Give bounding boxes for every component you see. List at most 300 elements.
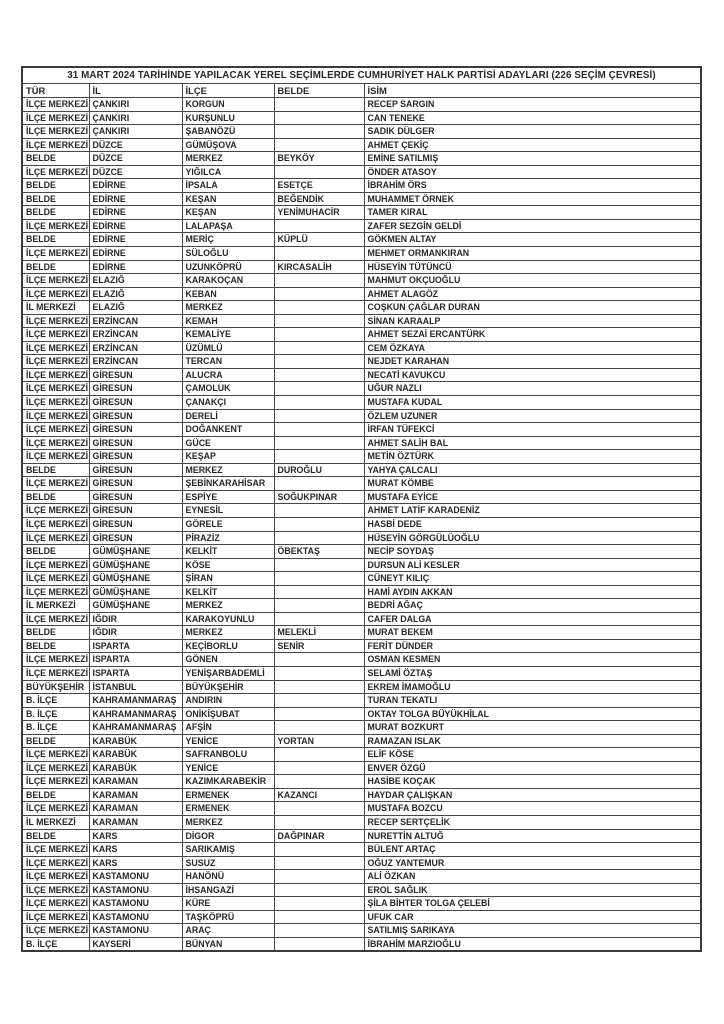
table-cell: DUROĞLU <box>274 463 364 477</box>
table-cell: CAN TENEKE <box>364 111 701 125</box>
table-cell: İLÇE MERKEZİ <box>22 396 89 410</box>
page-title: 31 MART 2024 TARİHİNDE YAPILACAK YEREL SEÇİMLERDE CUMHURİYET HALK PARTİSİ ADAYLARI (226 SEÇİM ÇEVRESİ) <box>22 67 701 84</box>
table-cell <box>274 856 364 870</box>
table-cell: B. İLÇE <box>22 721 89 735</box>
table-cell: İLÇE MERKEZİ <box>22 409 89 423</box>
table-cell <box>274 815 364 829</box>
table-cell: KARS <box>89 829 182 843</box>
table-cell: EDİRNE <box>89 247 182 261</box>
table-cell: ERMENEK <box>182 802 274 816</box>
table-cell: IĞDIR <box>89 612 182 626</box>
table-cell <box>274 599 364 613</box>
table-cell: SATILMIŞ SARIKAYA <box>364 924 701 938</box>
candidate-table-body <box>22 98 701 952</box>
table-row <box>22 558 701 572</box>
table-cell: AHMET SEZAİ ERCANTÜRK <box>364 328 701 342</box>
table-row <box>22 341 701 355</box>
table-cell: YAHYA ÇALCALI <box>364 463 701 477</box>
table-cell <box>274 558 364 572</box>
table-cell: KARABÜK <box>89 748 182 762</box>
table-cell: BELDE <box>22 179 89 193</box>
table-cell: ÖNDER ATASOY <box>364 165 701 179</box>
table-cell: MERİÇ <box>182 233 274 247</box>
table-cell <box>274 612 364 626</box>
table-cell <box>274 517 364 531</box>
table-cell: İLÇE MERKEZİ <box>22 517 89 531</box>
table-cell <box>274 409 364 423</box>
table-row <box>22 572 701 586</box>
table-row <box>22 883 701 897</box>
table-cell: ENVER ÖZGÜ <box>364 761 701 775</box>
table-row <box>22 260 701 274</box>
table-row <box>22 870 701 884</box>
table-cell: İLÇE MERKEZİ <box>22 761 89 775</box>
column-header-il: İL <box>89 84 182 98</box>
table-cell: EKREM İMAMOĞLU <box>364 680 701 694</box>
table-cell: GÜMÜŞHANE <box>89 599 182 613</box>
table-cell: KEÇİBORLU <box>182 639 274 653</box>
table-cell: EDİRNE <box>89 233 182 247</box>
table-cell: MERKEZ <box>182 599 274 613</box>
table-cell <box>274 138 364 152</box>
table-cell <box>274 843 364 857</box>
table-cell: GİRESUN <box>89 382 182 396</box>
table-cell: DİGOR <box>182 829 274 843</box>
table-cell: GİRESUN <box>89 450 182 464</box>
table-cell: MUSTAFA EYİCE <box>364 490 701 504</box>
table-cell: HASBİ DEDE <box>364 517 701 531</box>
table-cell <box>274 328 364 342</box>
table-row <box>22 477 701 491</box>
table-cell: SARIKAMIŞ <box>182 843 274 857</box>
table-cell: MELEKLİ <box>274 626 364 640</box>
table-cell: MURAT KÖMBE <box>364 477 701 491</box>
table-cell: KEŞAN <box>182 192 274 206</box>
table-cell: MERKEZ <box>182 626 274 640</box>
table-cell: GİRESUN <box>89 396 182 410</box>
table-cell: KORGUN <box>182 98 274 112</box>
table-cell: DOĞANKENT <box>182 423 274 437</box>
table-cell: GİRESUN <box>89 409 182 423</box>
table-cell: ÇANKIRI <box>89 98 182 112</box>
table-cell: DÜZCE <box>89 138 182 152</box>
table-cell <box>274 666 364 680</box>
table-cell: KASTAMONU <box>89 870 182 884</box>
table-cell: MURAT BOZKURT <box>364 721 701 735</box>
table-row <box>22 517 701 531</box>
column-header-ilce: İLÇE <box>182 84 274 98</box>
column-header-tur: TÜR <box>22 84 89 98</box>
table-cell: GÜMÜŞHANE <box>89 545 182 559</box>
table-cell: ALUCRA <box>182 368 274 382</box>
table-cell <box>274 355 364 369</box>
table-cell <box>274 748 364 762</box>
table-cell: YIĞILCA <box>182 165 274 179</box>
table-cell: GÜMÜŞHANE <box>89 558 182 572</box>
table-cell: EMİNE SATILMIŞ <box>364 152 701 166</box>
table-cell: YENİŞARBADEMLİ <box>182 666 274 680</box>
table-row <box>22 463 701 477</box>
table-cell: BELDE <box>22 152 89 166</box>
table-cell: İLÇE MERKEZİ <box>22 355 89 369</box>
table-cell: KEŞAN <box>182 206 274 220</box>
table-cell <box>274 287 364 301</box>
table-cell: GİRESUN <box>89 436 182 450</box>
table-cell: TAMER KIRAL <box>364 206 701 220</box>
table-cell: ONİKİŞUBAT <box>182 707 274 721</box>
table-cell: İLÇE MERKEZİ <box>22 138 89 152</box>
table-cell: İLÇE MERKEZİ <box>22 883 89 897</box>
table-cell: ÖZLEM UZUNER <box>364 409 701 423</box>
table-cell: ESPİYE <box>182 490 274 504</box>
table-cell: DÜZCE <box>89 165 182 179</box>
table-row <box>22 666 701 680</box>
table-cell: ARAÇ <box>182 924 274 938</box>
table-cell: SİNAN KARAALP <box>364 314 701 328</box>
table-cell: BÜLENT ARTAÇ <box>364 843 701 857</box>
table-cell <box>274 396 364 410</box>
table-row <box>22 165 701 179</box>
table-cell: GİRESUN <box>89 477 182 491</box>
table-cell: KEMALİYE <box>182 328 274 342</box>
table-row <box>22 734 701 748</box>
table-cell: GİRESUN <box>89 504 182 518</box>
table-cell: ÜZÜMLÜ <box>182 341 274 355</box>
table-cell: ANDIRIN <box>182 694 274 708</box>
table-cell: ZAFER SEZGİN GELDİ <box>364 219 701 233</box>
table-cell: MERKEZ <box>182 301 274 315</box>
table-cell: GÖNEN <box>182 653 274 667</box>
table-cell: SAFRANBOLU <box>182 748 274 762</box>
table-cell: KEBAN <box>182 287 274 301</box>
table-cell: HAYDAR ÇALIŞKAN <box>364 788 701 802</box>
table-row <box>22 924 701 938</box>
table-cell: İLÇE MERKEZİ <box>22 653 89 667</box>
table-cell: İLÇE MERKEZİ <box>22 165 89 179</box>
table-cell: AHMET ÇEKİÇ <box>364 138 701 152</box>
table-cell: DAĞPINAR <box>274 829 364 843</box>
table-cell: GİRESUN <box>89 531 182 545</box>
table-cell: İLÇE MERKEZİ <box>22 436 89 450</box>
table-cell: MERKEZ <box>182 463 274 477</box>
table-cell: İLÇE MERKEZİ <box>22 856 89 870</box>
table-cell: KAHRAMANMARAŞ <box>89 707 182 721</box>
table-cell: YORTAN <box>274 734 364 748</box>
table-cell <box>274 721 364 735</box>
table-cell: BEĞENDİK <box>274 192 364 206</box>
table-cell: TAŞKÖPRÜ <box>182 910 274 924</box>
table-cell: TERCAN <box>182 355 274 369</box>
table-cell: HÜSEYİN GÖRGÜLÜOĞLU <box>364 531 701 545</box>
table-cell: İLÇE MERKEZİ <box>22 775 89 789</box>
table-cell: İLÇE MERKEZİ <box>22 98 89 112</box>
table-cell: BELDE <box>22 192 89 206</box>
table-cell: İLÇE MERKEZİ <box>22 531 89 545</box>
table-cell <box>274 775 364 789</box>
table-cell <box>274 219 364 233</box>
table-cell: ÇAMOLUK <box>182 382 274 396</box>
table-cell: GİRESUN <box>89 463 182 477</box>
table-row <box>22 707 701 721</box>
table-cell: ŞEBİNKARAHİSAR <box>182 477 274 491</box>
table-cell: CÜNEYT KILIÇ <box>364 572 701 586</box>
table-cell: ELİF KÖSE <box>364 748 701 762</box>
table-cell: İLÇE MERKEZİ <box>22 910 89 924</box>
table-cell <box>274 382 364 396</box>
table-cell <box>274 653 364 667</box>
table-cell: KURŞUNLU <box>182 111 274 125</box>
table-cell: TURAN TEKATLI <box>364 694 701 708</box>
table-cell: DÜZCE <box>89 152 182 166</box>
table-row <box>22 680 701 694</box>
table-cell: İLÇE MERKEZİ <box>22 125 89 139</box>
table-cell: KAZIMKARABEKİR <box>182 775 274 789</box>
table-cell: İLÇE MERKEZİ <box>22 843 89 857</box>
table-cell: BELDE <box>22 626 89 640</box>
table-cell: GÜCE <box>182 436 274 450</box>
table-row <box>22 504 701 518</box>
table-cell: ELAZIĞ <box>89 287 182 301</box>
table-cell: KIRCASALİH <box>274 260 364 274</box>
table-cell <box>274 802 364 816</box>
table-cell: ŞİRAN <box>182 572 274 586</box>
table-cell: BELDE <box>22 734 89 748</box>
table-cell: LALAPAŞA <box>182 219 274 233</box>
table-cell: KARAKOÇAN <box>182 274 274 288</box>
table-cell: MERKEZ <box>182 152 274 166</box>
table-cell: GÖRELE <box>182 517 274 531</box>
table-cell: MERKEZ <box>182 815 274 829</box>
table-cell <box>274 680 364 694</box>
table-cell: KAYSERİ <box>89 937 182 951</box>
table-cell: İLÇE MERKEZİ <box>22 450 89 464</box>
table-cell <box>274 477 364 491</box>
table-row <box>22 314 701 328</box>
table-row <box>22 748 701 762</box>
table-cell: BELDE <box>22 463 89 477</box>
table-cell: ERZİNCAN <box>89 341 182 355</box>
table-row <box>22 599 701 613</box>
table-cell: İLÇE MERKEZİ <box>22 341 89 355</box>
table-cell <box>274 910 364 924</box>
table-cell <box>274 301 364 315</box>
table-cell: EROL SAĞLIK <box>364 883 701 897</box>
table-cell: KARAMAN <box>89 775 182 789</box>
table-cell <box>274 111 364 125</box>
table-row <box>22 287 701 301</box>
table-cell: KAHRAMANMARAŞ <box>89 721 182 735</box>
table-cell: İLÇE MERKEZİ <box>22 585 89 599</box>
table-cell: İLÇE MERKEZİ <box>22 219 89 233</box>
table-cell <box>274 125 364 139</box>
table-cell: KARABÜK <box>89 761 182 775</box>
table-cell: KARAMAN <box>89 802 182 816</box>
table-cell: EDİRNE <box>89 219 182 233</box>
table-cell: BELDE <box>22 260 89 274</box>
table-row <box>22 368 701 382</box>
table-cell: KEMAH <box>182 314 274 328</box>
table-cell: İLÇE MERKEZİ <box>22 897 89 911</box>
table-cell: B. İLÇE <box>22 937 89 951</box>
table-row <box>22 125 701 139</box>
table-cell: HAMİ AYDIN AKKAN <box>364 585 701 599</box>
table-cell: ELAZIĞ <box>89 301 182 315</box>
table-cell <box>274 707 364 721</box>
table-cell: İLÇE MERKEZİ <box>22 382 89 396</box>
table-cell: KARAKOYUNLU <box>182 612 274 626</box>
table-row <box>22 355 701 369</box>
table-cell <box>274 423 364 437</box>
table-cell: MUSTAFA KUDAL <box>364 396 701 410</box>
column-header-isim: İSİM <box>364 84 701 98</box>
table-cell: İLÇE MERKEZİ <box>22 612 89 626</box>
table-cell: CEM ÖZKAYA <box>364 341 701 355</box>
table-cell: BELDE <box>22 639 89 653</box>
table-cell: AFŞİN <box>182 721 274 735</box>
table-cell: ÇANAKÇI <box>182 396 274 410</box>
table-cell: NECATİ KAVUKCU <box>364 368 701 382</box>
table-cell: İLÇE MERKEZİ <box>22 924 89 938</box>
table-cell: IĞDIR <box>89 626 182 640</box>
table-cell: GİRESUN <box>89 517 182 531</box>
table-cell <box>274 585 364 599</box>
table-cell: BELDE <box>22 829 89 843</box>
candidates-table <box>21 66 702 952</box>
table-row <box>22 829 701 843</box>
table-cell: GÜMÜŞOVA <box>182 138 274 152</box>
table-cell: İLÇE MERKEZİ <box>22 666 89 680</box>
table-cell: HASİBE KOÇAK <box>364 775 701 789</box>
table-row <box>22 274 701 288</box>
table-cell <box>274 504 364 518</box>
table-cell: İRFAN TÜFEKCİ <box>364 423 701 437</box>
table-cell: OSMAN KESMEN <box>364 653 701 667</box>
table-cell: MEHMET ORMANKIRAN <box>364 247 701 261</box>
table-cell: İL MERKEZİ <box>22 599 89 613</box>
table-row <box>22 450 701 464</box>
table-row <box>22 545 701 559</box>
table-row <box>22 788 701 802</box>
table-cell: KASTAMONU <box>89 883 182 897</box>
table-cell: RAMAZAN ISLAK <box>364 734 701 748</box>
table-cell: KARABÜK <box>89 734 182 748</box>
table-cell <box>274 314 364 328</box>
table-cell <box>274 274 364 288</box>
table-cell: ISPARTA <box>89 653 182 667</box>
table-cell: İLÇE MERKEZİ <box>22 870 89 884</box>
table-cell: ERMENEK <box>182 788 274 802</box>
table-cell: KARS <box>89 856 182 870</box>
table-row <box>22 721 701 735</box>
table-cell: RECEP SARGIN <box>364 98 701 112</box>
table-cell: EYNESİL <box>182 504 274 518</box>
table-cell: BEYKÖY <box>274 152 364 166</box>
table-cell <box>274 572 364 586</box>
table-cell: KÖSE <box>182 558 274 572</box>
table-row <box>22 653 701 667</box>
table-row <box>22 585 701 599</box>
table-row <box>22 910 701 924</box>
table-cell: OĞUZ YANTEMUR <box>364 856 701 870</box>
table-cell: İLÇE MERKEZİ <box>22 748 89 762</box>
table-row <box>22 937 701 951</box>
table-cell: İSTANBUL <box>89 680 182 694</box>
table-cell: MURAT BEKEM <box>364 626 701 640</box>
table-cell: SELAMİ ÖZTAŞ <box>364 666 701 680</box>
table-row <box>22 206 701 220</box>
table-cell: PİRAZİZ <box>182 531 274 545</box>
table-cell: KARS <box>89 843 182 857</box>
table-cell: ESETÇE <box>274 179 364 193</box>
table-cell: KAHRAMANMARAŞ <box>89 694 182 708</box>
table-cell: AHMET LATİF KARADENİZ <box>364 504 701 518</box>
table-cell: İL MERKEZİ <box>22 815 89 829</box>
table-cell <box>274 897 364 911</box>
table-row <box>22 396 701 410</box>
table-cell: İLÇE MERKEZİ <box>22 287 89 301</box>
table-cell: RECEP SERTÇELİK <box>364 815 701 829</box>
table-cell: SADIK DÜLGER <box>364 125 701 139</box>
table-cell: ÇANKIRI <box>89 125 182 139</box>
table-row <box>22 152 701 166</box>
table-cell: EDİRNE <box>89 260 182 274</box>
table-cell: KAZANCI <box>274 788 364 802</box>
table-cell: AHMET ALAGÖZ <box>364 287 701 301</box>
table-cell: METİN ÖZTÜRK <box>364 450 701 464</box>
table-cell <box>274 450 364 464</box>
table-row <box>22 843 701 857</box>
table-cell: FERİT DÜNDER <box>364 639 701 653</box>
table-cell <box>274 368 364 382</box>
table-cell: NECİP SOYDAŞ <box>364 545 701 559</box>
table-cell: ELAZIĞ <box>89 274 182 288</box>
table-cell: KÜPLÜ <box>274 233 364 247</box>
table-cell: YENİMUHACİR <box>274 206 364 220</box>
table-cell <box>274 165 364 179</box>
table-row <box>22 531 701 545</box>
table-cell: KASTAMONU <box>89 924 182 938</box>
table-cell: KELKİT <box>182 545 274 559</box>
table-cell: MUSTAFA BOZCU <box>364 802 701 816</box>
table-row <box>22 897 701 911</box>
table-cell: ŞİLA BİHTER TOLGA ÇELEBİ <box>364 897 701 911</box>
table-cell: ÖBEKTAŞ <box>274 545 364 559</box>
table-cell: ŞABANÖZÜ <box>182 125 274 139</box>
table-cell: ERZİNCAN <box>89 328 182 342</box>
table-cell <box>274 341 364 355</box>
table-cell: SÜLOĞLU <box>182 247 274 261</box>
table-cell: KEŞAP <box>182 450 274 464</box>
table-cell: İL MERKEZİ <box>22 301 89 315</box>
table-cell <box>274 937 364 951</box>
table-cell: ALİ ÖZKAN <box>364 870 701 884</box>
table-row <box>22 382 701 396</box>
table-cell: KASTAMONU <box>89 910 182 924</box>
table-cell: İLÇE MERKEZİ <box>22 328 89 342</box>
table-cell: EDİRNE <box>89 179 182 193</box>
table-cell <box>274 870 364 884</box>
table-cell: KELKİT <box>182 585 274 599</box>
table-cell: İLÇE MERKEZİ <box>22 558 89 572</box>
table-row <box>22 436 701 450</box>
table-row <box>22 423 701 437</box>
table-cell: DERELİ <box>182 409 274 423</box>
table-cell: İLÇE MERKEZİ <box>22 504 89 518</box>
table-cell: OKTAY TOLGA BÜYÜKHİLAL <box>364 707 701 721</box>
table-cell: COŞKUN ÇAĞLAR DURAN <box>364 301 701 315</box>
table-cell <box>274 531 364 545</box>
table-cell: İBRAHİM MARZIOĞLU <box>364 937 701 951</box>
